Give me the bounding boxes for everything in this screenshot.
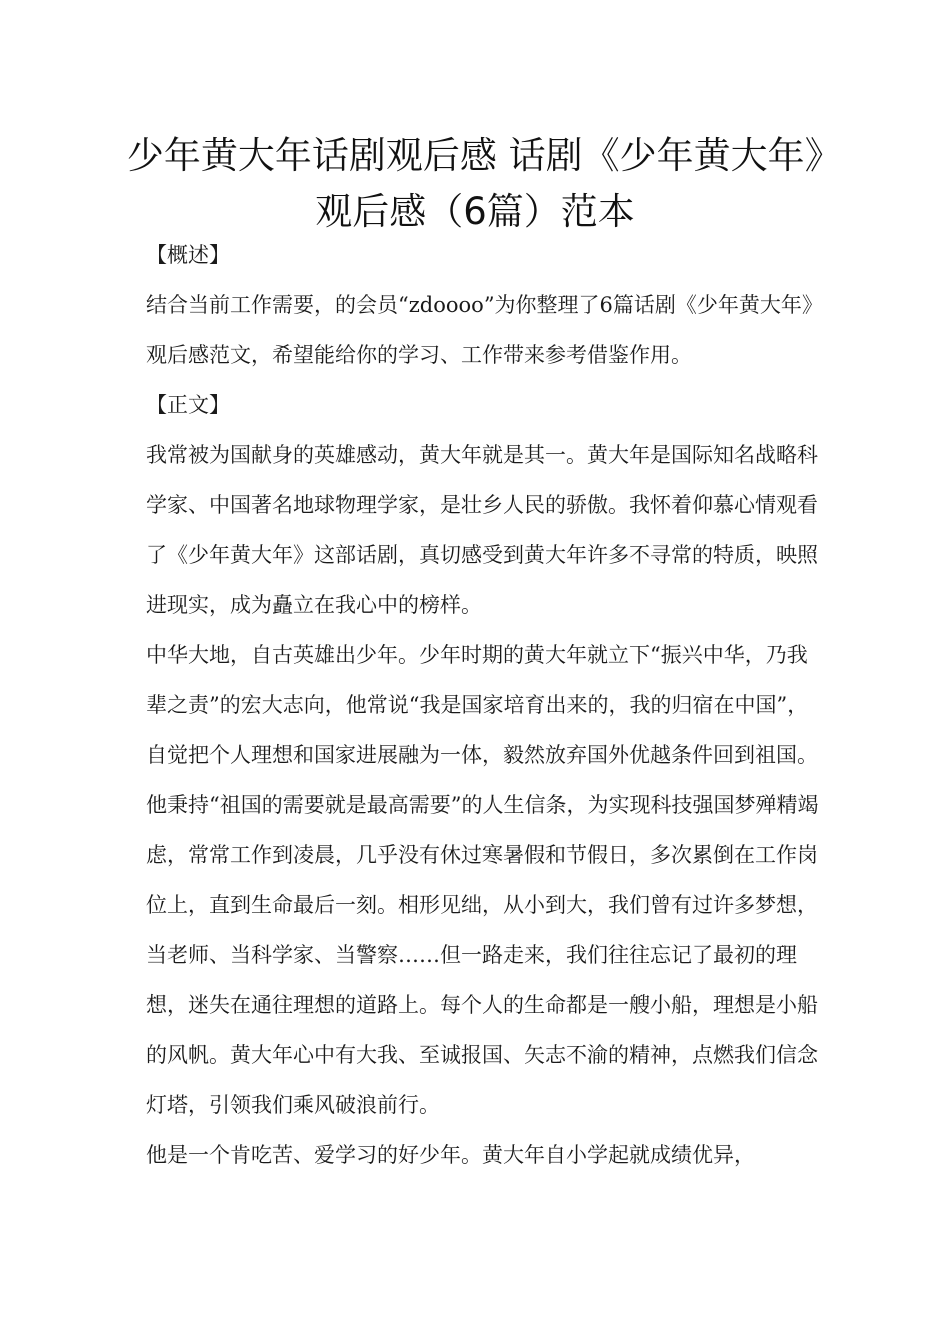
body-paragraph-3: 他是一个肯吃苦、爱学习的好少年。黄大年自小学起就成绩优异，: [146, 1143, 755, 1167]
section-label-summary: 【概述】: [146, 243, 230, 267]
body-paragraph-1: 我常被为国献身的英雄感动，黄大年就是其一。黄大年是国际知名战略科学家、中国著名地球物理学家，是壮乡人民的骄傲。我怀着仰慕心情观看了《少年黄大年》这部话剧，真切感受到黄大年许多不寻常的特质，映照进现实，成为矗立在我心中的榜样。: [146, 443, 818, 617]
summary-paragraph: 结合当前工作需要，的会员“zdoooo”为你整理了6篇话剧《少年黄大年》观后感范文，希望能给你的学习、工作带来参考借鉴作用。: [146, 293, 823, 367]
document-body: [146, 230, 826, 1180]
body-paragraph-2: 中华大地，自古英雄出少年。少年时期的黄大年就立下“振兴中华，乃我辈之责”的宏大志向，他常说“我是国家培育出来的，我的归宿在中国”，自觉把个人理想和国家进展融为一体，毅然放弃国外优越条件回到祖国。他秉持“祖国的需要就是最高需要”的人生信条，为实现科技强国梦殚精竭虑，常常工作到凌晨，几乎没有休过寒暑假和节假日，多次累倒在工作岗位上，直到生命最后一刻。相形见绌，从小到大，我们曾有过许多梦想，当老师、当科学家、当警察……但一路走来，我们往往忘记了最初的理想，迷失在通往理想的道路上。每个人的生命都是一艘小船，理想是小船的风帆。黄大年心中有大我、至诚报国、矢志不渝的精神，点燃我们信念灯塔，引领我们乘风破浪前行。: [146, 643, 819, 1117]
document-title: 少年黄大年话剧观后感 话剧《少年黄大年》观后感（6篇）范本: [126, 134, 824, 233]
section-label-body: 【正文】: [146, 393, 230, 417]
